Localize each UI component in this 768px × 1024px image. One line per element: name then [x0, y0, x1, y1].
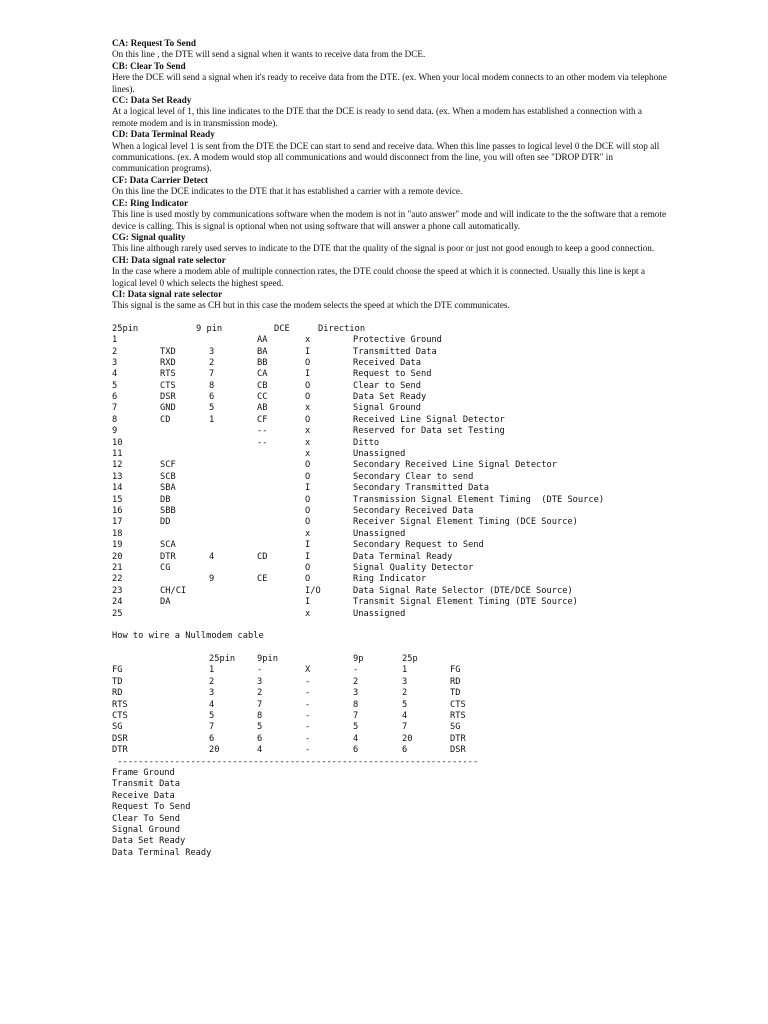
pin-table-cell: CG — [160, 562, 171, 573]
pin-table-cell: 15 — [112, 494, 123, 505]
nullmodem-cell: SG — [450, 722, 461, 733]
pin-table-row — [112, 574, 668, 585]
separator-line: --------------------------------------------------------------------- — [112, 756, 479, 767]
pin-table-row — [112, 586, 668, 597]
pin-table-cell: 20 — [112, 551, 123, 562]
nullmodem-cell: 5 — [257, 722, 263, 733]
nullmodem-cell: 5 — [209, 711, 215, 722]
definition-heading: CC: Data Set Ready — [112, 95, 192, 106]
nullmodem-row — [112, 745, 668, 756]
definition-body: This line although rarely used serves to indicate to the DTE that the quality of the signal is poor or just not good enough to keep a good connection. — [112, 243, 655, 254]
pin-table-cell: Transmission Signal Element Timing (DTE Source) — [353, 494, 605, 505]
pin-table-cell: 8 — [209, 380, 215, 391]
pin-table-cell: 4 — [112, 369, 118, 380]
nullmodem-cell: 7 — [257, 699, 263, 710]
nullmodem-cell: DTR — [450, 733, 466, 744]
pin-table-cell: O — [305, 574, 311, 585]
nullmodem-cell: - — [305, 688, 311, 699]
nullmodem-cell: 1 — [402, 665, 408, 676]
pin-table-cell: O — [305, 494, 311, 505]
pin-table-cell: Ditto — [353, 437, 380, 448]
document-page — [112, 38, 668, 859]
pin-table-cell: 1 — [209, 414, 215, 425]
nullmodem-cell: 6 — [353, 745, 359, 756]
nullmodem-cell: 3 — [402, 676, 408, 687]
definition-heading: CF: Data Carrier Detect — [112, 174, 208, 185]
nullmodem-cell: - — [305, 676, 311, 687]
pin-table-cell: Secondary Transmitted Data — [353, 483, 489, 494]
nullmodem-cell: FG — [450, 665, 461, 676]
nullmodem-cell: 2 — [209, 676, 215, 687]
nullmodem-cell: 2 — [257, 688, 263, 699]
pin-table-cell: x — [305, 528, 311, 539]
pin-table-cell: 5 — [112, 380, 118, 391]
pin-table-cell: I — [305, 369, 311, 380]
nullmodem-cell: 7 — [353, 711, 359, 722]
nullmodem-cell: X — [305, 665, 311, 676]
pin-table-cell: RXD — [160, 357, 176, 368]
definition-body: This signal is the same as CH but in this case the modem selects the speed at which the DTE communicates. — [112, 300, 510, 311]
definition-heading: CA: Request To Send — [112, 38, 196, 48]
pin-table-row — [112, 403, 668, 414]
pin-table-cell: CTS — [160, 380, 176, 391]
pin-table-cell: CB — [257, 380, 268, 391]
nullmodem-cell: 2 — [402, 688, 408, 699]
legend-item: Clear To Send — [112, 813, 180, 824]
pin-table-row — [112, 335, 668, 346]
pin-table-cell: O — [305, 562, 311, 573]
nullmodem-row — [112, 711, 668, 722]
pin-table-cell: 21 — [112, 562, 123, 573]
nullmodem-row — [112, 677, 668, 688]
pin-table-row — [112, 415, 668, 426]
pin-table-cell: 10 — [112, 437, 123, 448]
pin-table-cell: 12 — [112, 460, 123, 471]
pin-table-cell: -- — [257, 437, 268, 448]
definition-body: On this line the DCE indicates to the DTE that it has established a carrier with a remote device. — [112, 186, 463, 197]
nullmodem-cell: CTS — [112, 711, 128, 722]
nullmodem-cell: 8 — [257, 711, 263, 722]
pin-table-cell: 11 — [112, 449, 123, 460]
pin-table-header-cell: 25pin — [112, 323, 139, 334]
pin-table-cell: 4 — [209, 551, 215, 562]
pin-table-cell: Data Set Ready — [353, 392, 427, 403]
pin-table-cell: x — [305, 403, 311, 414]
pin-table-cell: GND — [160, 403, 176, 414]
legend-item: Receive Data — [112, 790, 175, 801]
pin-table-cell: Secondary Received Data — [353, 506, 474, 516]
legend-item: Frame Ground — [112, 768, 175, 779]
pin-table-cell: SCF — [160, 460, 176, 471]
pin-table-cell: 2 — [112, 346, 118, 357]
pin-table-cell: SCA — [160, 540, 176, 551]
definition-heading: CH: Data signal rate selector — [112, 254, 226, 265]
pin-table-cell: Data Terminal Ready — [353, 551, 453, 562]
pin-table-row — [112, 609, 668, 620]
pin-table-cell: x — [305, 426, 311, 437]
pin-table-cell: 18 — [112, 528, 123, 539]
pin-table-row — [112, 392, 668, 403]
nullmodem-cell: RTS — [112, 699, 128, 710]
nullmodem-row — [112, 722, 668, 733]
nullmodem-cell: CTS — [450, 699, 466, 710]
pin-table-cell: 22 — [112, 574, 123, 585]
nullmodem-cell: 2 — [353, 676, 359, 687]
pin-table-cell: 16 — [112, 506, 123, 516]
nullmodem-cell: 8 — [353, 699, 359, 710]
pin-table-row — [112, 472, 668, 483]
nullmodem-header-cell: 9pin — [257, 654, 278, 665]
pin-table-cell: CC — [257, 392, 268, 403]
pin-table-cell: 19 — [112, 540, 123, 551]
nullmodem-cell: 6 — [209, 733, 215, 744]
nullmodem-cell: 7 — [402, 722, 408, 733]
definition-heading: CD: Data Terminal Ready — [112, 129, 215, 140]
pin-table-cell: x — [305, 449, 311, 460]
pin-table-cell: Signal Quality Detector — [353, 562, 474, 573]
definition-heading: CE: Ring Indicator — [112, 197, 189, 208]
pin-table-cell: 9 — [112, 426, 118, 437]
pin-table-cell: Transmit Signal Element Timing (DTE Source) — [353, 597, 578, 608]
pin-table-cell: 9 — [209, 574, 215, 585]
pin-table-cell: 7 — [209, 369, 215, 380]
pin-table-cell: BB — [257, 357, 268, 368]
pin-table-row — [112, 381, 668, 392]
signal-definitions — [112, 38, 668, 312]
pin-table-cell: Protective Ground — [353, 335, 442, 346]
pin-table-row — [112, 529, 668, 540]
pin-table-cell: Reserved for Data set Testing — [353, 426, 505, 437]
pin-table-cell: 6 — [209, 392, 215, 403]
pin-table-cell: Data Signal Rate Selector (DTE/DCE Source) — [353, 585, 573, 596]
nullmodem-cell: 3 — [209, 688, 215, 699]
pin-table-row — [112, 483, 668, 494]
nullmodem-cell: 3 — [353, 688, 359, 699]
nullmodem-cell: RD — [450, 676, 461, 687]
pin-table-cell: SBA — [160, 483, 176, 494]
pin-table-cell: 13 — [112, 471, 123, 482]
nullmodem-cell: - — [305, 722, 311, 733]
pin-table-cell: DA — [160, 597, 171, 608]
pin-table-cell: 17 — [112, 517, 123, 528]
pin-table-row — [112, 358, 668, 369]
nullmodem-cell: DSR — [112, 733, 128, 744]
pin-table-cell: Signal Ground — [353, 403, 421, 414]
pin-table-cell: Secondary Clear to send — [353, 471, 474, 482]
nullmodem-cell: FG — [112, 665, 123, 676]
legend-item: Signal Ground — [112, 825, 180, 836]
pin-table-cell: 1 — [112, 335, 118, 346]
pin-table-cell: O — [305, 392, 311, 403]
pin-table-cell: O — [305, 357, 311, 368]
pin-table-cell: Received Line Signal Detector — [353, 414, 505, 425]
pin-table-cell: 3 — [112, 357, 118, 368]
nullmodem-table — [112, 654, 668, 757]
pin-table-header-cell: DCE — [274, 323, 290, 334]
pin-table-row — [112, 369, 668, 380]
pin-table-row — [112, 597, 668, 608]
nullmodem-cell: - — [305, 699, 311, 710]
nullmodem-cell: 5 — [402, 699, 408, 710]
pin-table-cell: O — [305, 471, 311, 482]
definition-body: On this line , the DTE will send a signal when it wants to receive data from the DCE. — [112, 49, 426, 60]
pin-table-cell: CH/CI — [160, 585, 187, 596]
legend-item: Data Terminal Ready — [112, 847, 212, 858]
nullmodem-cell: TD — [112, 676, 123, 687]
pin-table-cell: I — [305, 540, 311, 551]
pin-table-cell: 23 — [112, 585, 123, 596]
nullmodem-cell: RTS — [450, 711, 466, 722]
definition-body: In the case where a modem able of multiple connection rates, the DTE could choose the speed at which it is connected. Usually this line is kept a logical level 0 which selects the highest speed. — [112, 266, 645, 288]
definition-body: At a logical level of 1, this line indicates to the DTE that the DCE is ready to send data. (ex. When a modem has established a connection with a remote modem and is in transmission mode). — [112, 106, 643, 128]
pin-table-cell: Secondary Received Line Signal Detector — [353, 460, 557, 471]
pin-table-row — [112, 552, 668, 563]
pin-table-cell: O — [305, 517, 311, 528]
pin-table-cell: CA — [257, 369, 268, 380]
nullmodem-cell: 1 — [209, 665, 215, 676]
pin-table-cell: I — [305, 346, 311, 357]
pin-table-cell: TXD — [160, 346, 176, 357]
pin-table-cell: 2 — [209, 357, 215, 368]
pin-table-cell: AB — [257, 403, 268, 414]
nullmodem-cell: 4 — [257, 745, 263, 756]
pin-table-cell: DD — [160, 517, 171, 528]
definition-body: When a logical level 1 is sent from the DTE the DCE can start to send and receive data. When this line passes to logical level 0 the DCE will stop all communications. (ex. A modem would stop all communications and would disconnect from the line, you will often see "DROP DTR" in communication programs). — [112, 140, 660, 174]
nullmodem-cell: 4 — [402, 711, 408, 722]
pin-table-cell: 24 — [112, 597, 123, 608]
nullmodem-cell: 6 — [257, 733, 263, 744]
pin-table-cell: O — [305, 414, 311, 425]
pin-table-cell: I/O — [305, 585, 321, 596]
pin-table-cell: Clear to Send — [353, 380, 421, 391]
pin-table-cell: x — [305, 608, 311, 619]
nullmodem-header — [112, 654, 668, 665]
pin-table-cell: I — [305, 483, 311, 494]
pin-table-cell: 3 — [209, 346, 215, 357]
pin-table-header — [112, 324, 668, 335]
pin-table-row — [112, 449, 668, 460]
pin-table-cell: RTS — [160, 369, 176, 380]
definition-body: This line is used mostly by communications software when the modem is not in "auto answer" mode and will indicate to the the software that a remote device is calling. This is signal is optional when not using software that will answer a phone call automatically. — [112, 209, 667, 231]
definition-heading: CI: Data signal rate selector — [112, 288, 223, 299]
definition-body: Here the DCE will send a signal when it's ready to receive data from the DTE. (ex. When your local modem connects to an other modem via telephone lines). — [112, 72, 667, 94]
pin-table-cell: DTR — [160, 551, 176, 562]
nullmodem-cell: RD — [112, 688, 123, 699]
nullmodem-legend — [112, 768, 668, 859]
pin-table-row — [112, 540, 668, 551]
pin-table-row — [112, 563, 668, 574]
pin-table-cell: DSR — [160, 392, 176, 403]
legend-item: Data Set Ready — [112, 836, 186, 847]
nullmodem-row — [112, 734, 668, 745]
pin-table-cell: SCB — [160, 471, 176, 482]
pin-table-cell: Unassigned — [353, 608, 406, 619]
pin-table-cell: I — [305, 551, 311, 562]
pin-table-row — [112, 460, 668, 471]
nullmodem-cell: 5 — [353, 722, 359, 733]
nullmodem-cell: DTR — [112, 745, 128, 756]
pin-table-cell: 7 — [112, 403, 118, 414]
pin-table-row — [112, 347, 668, 358]
nullmodem-row — [112, 665, 668, 676]
nullmodem-cell: - — [305, 711, 311, 722]
pin-table-cell: CE — [257, 574, 268, 585]
nullmodem-cell: 3 — [257, 676, 263, 687]
nullmodem-cell: 7 — [209, 722, 215, 733]
pin-table-cell: 8 — [112, 414, 118, 425]
pin-table-cell: 5 — [209, 403, 215, 414]
pin-table-cell: 14 — [112, 483, 123, 494]
pin-table-row — [112, 517, 668, 528]
pin-table-cell: O — [305, 380, 311, 391]
nullmodem-cell: 6 — [402, 745, 408, 756]
nullmodem-cell: - — [305, 733, 311, 744]
definition-heading: CB: Clear To Send — [112, 60, 186, 71]
nullmodem-title: How to wire a Nullmodem cable — [112, 631, 264, 642]
pin-table-cell: Unassigned — [353, 528, 406, 539]
pin-table-cell: BA — [257, 346, 268, 357]
pin-table — [112, 324, 668, 620]
legend-item: Transmit Data — [112, 779, 180, 790]
pin-table-header-cell: 9 pin — [196, 323, 223, 334]
nullmodem-header-cell: 25pin — [209, 654, 236, 665]
nullmodem-cell: - — [257, 665, 263, 676]
pin-table-cell: DB — [160, 494, 171, 505]
nullmodem-row — [112, 700, 668, 711]
pin-table-cell: Ring Indicator — [353, 574, 427, 585]
nullmodem-cell: 4 — [209, 699, 215, 710]
pin-table-row — [112, 506, 668, 517]
pin-table-cell: I — [305, 597, 311, 608]
pin-table-cell: x — [305, 335, 311, 346]
pin-table-header-cell: Direction — [318, 323, 366, 334]
pin-table-row — [112, 495, 668, 506]
pin-table-cell: Transmitted Data — [353, 346, 437, 357]
nullmodem-row — [112, 688, 668, 699]
pin-table-cell: Receiver Signal Element Timing (DCE Source) — [353, 517, 578, 528]
nullmodem-cell: - — [353, 665, 359, 676]
pin-table-cell: 6 — [112, 392, 118, 403]
pin-table-cell: CF — [257, 414, 268, 425]
pin-table-cell: -- — [257, 426, 268, 437]
nullmodem-cell: TD — [450, 688, 461, 699]
pin-table-cell: O — [305, 460, 311, 471]
nullmodem-cell: 20 — [209, 745, 220, 756]
nullmodem-cell: DSR — [450, 745, 466, 756]
pin-table-row — [112, 438, 668, 449]
pin-table-cell: Request to Send — [353, 369, 432, 380]
pin-table-cell: CD — [257, 551, 268, 562]
legend-item: Request To Send — [112, 802, 191, 813]
pin-table-cell: x — [305, 437, 311, 448]
nullmodem-cell: 20 — [402, 733, 413, 744]
nullmodem-cell: - — [305, 745, 311, 756]
pin-table-cell: 25 — [112, 608, 123, 619]
pin-table-cell: Received Data — [353, 357, 421, 368]
nullmodem-header-cell: 25p — [402, 654, 418, 665]
definition-heading: CG: Signal quality — [112, 231, 186, 242]
pin-table-cell: SBB — [160, 506, 176, 516]
nullmodem-cell: 4 — [353, 733, 359, 744]
nullmodem-cell: SG — [112, 722, 123, 733]
pin-table-cell: CD — [160, 414, 171, 425]
pin-table-cell: Unassigned — [353, 449, 406, 460]
pin-table-cell: O — [305, 506, 311, 516]
pin-table-row — [112, 426, 668, 437]
nullmodem-header-cell: 9p — [353, 654, 364, 665]
pin-table-cell: AA — [257, 335, 268, 346]
pin-table-cell: Secondary Request to Send — [353, 540, 484, 551]
